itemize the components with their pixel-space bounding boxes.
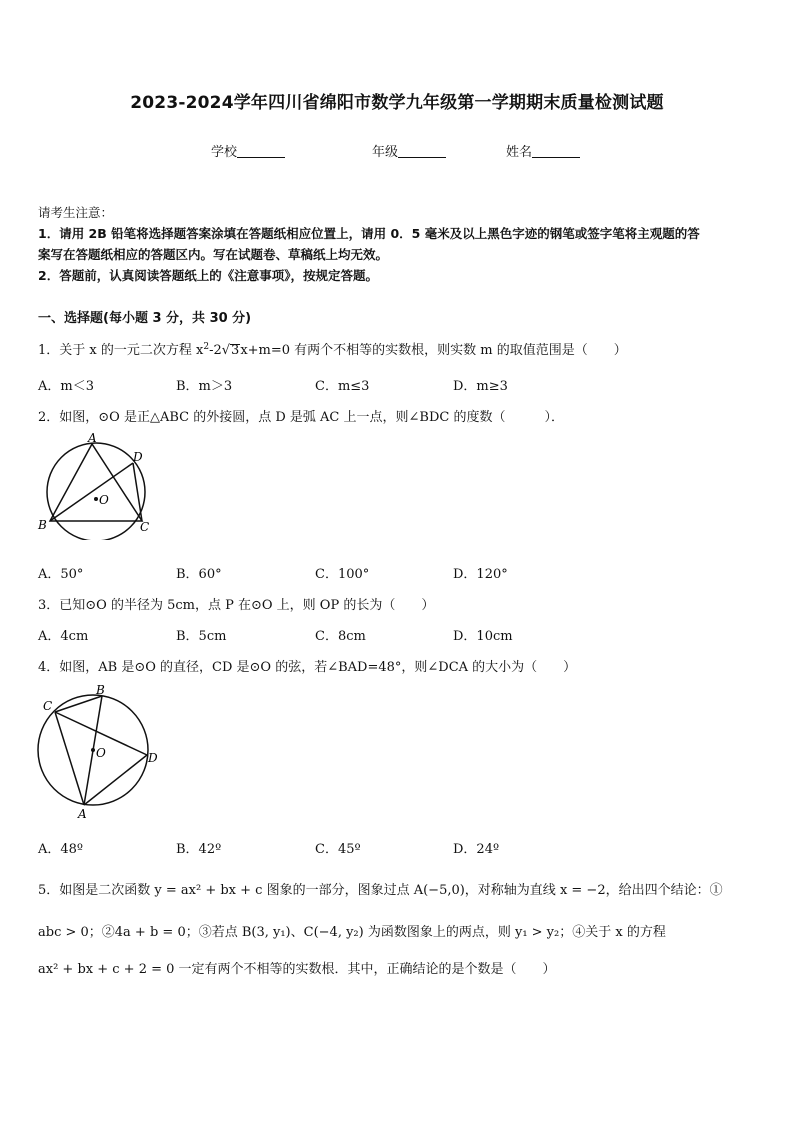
q4-figure — [32, 680, 167, 820]
q1-mid: -2 — [209, 343, 222, 358]
q2-label-b: B — [38, 518, 47, 532]
school-label: 学校 — [211, 145, 238, 160]
q1-prefix: 1．关于 x 的一元二次方程 x — [38, 343, 204, 358]
sqrt-sign: √ — [221, 343, 231, 358]
q2-label-c: C — [140, 520, 150, 534]
notice-heading: 请考生注意： — [38, 205, 114, 220]
question-5-line-2: abc > 0；②4a + b = 0；③若点 B(3, y₁)、C(−4, y₂) 为函数图象上的两点，则 y₁ > y₂；④关于 x 的方程 — [38, 925, 666, 940]
q3-option-c[interactable]: C．8cm — [315, 629, 366, 644]
question-1 — [38, 339, 627, 358]
q2-label-a: A — [88, 431, 97, 445]
q1-radicand: 3 — [231, 343, 240, 358]
page-title: 2023-2024学年四川省绵阳市数学九年级第一学期期末质量检测试题 — [130, 93, 664, 113]
q2-option-a[interactable]: A．50° — [38, 567, 84, 582]
q4-label-c: C — [43, 699, 53, 713]
q2-option-c[interactable]: C．100° — [315, 567, 370, 582]
q4-segment-ad — [84, 755, 147, 805]
grade-blank — [398, 145, 446, 158]
grade-label: 年级 — [372, 145, 399, 160]
q2-label-d: D — [133, 450, 143, 464]
name-blank — [532, 145, 580, 158]
question-2: 2．如图，⊙O 是正△ABC 的外接圆，点 D 是弧 AC 上一点，则∠BDC 的度数（ ）． — [38, 410, 564, 425]
q4-option-d[interactable]: D．24º — [453, 842, 500, 857]
q2-center-point — [94, 497, 98, 501]
grade-field — [372, 141, 446, 160]
q4-label-d: D — [148, 751, 158, 765]
school-field — [211, 141, 285, 160]
notice-item-1-line-1: 1．请用 2B 铅笔将选择题答案涂填在答题纸相应位置上，请用 0．5 毫米及以上黑色字迹的钢笔或签字笔将主观题的答 — [38, 226, 700, 241]
name-label: 姓名 — [506, 145, 533, 160]
q2-figure — [32, 430, 162, 540]
question-5-line-1: 5．如图是二次函数 y = ax² + bx + c 图象的一部分，图象过点 A(−5,0)，对称轴为直线 x = −2，给出四个结论：① — [38, 883, 723, 898]
q3-option-b[interactable]: B．5cm — [176, 629, 227, 644]
q4-option-c[interactable]: C．45º — [315, 842, 361, 857]
q4-option-b[interactable]: B．42º — [176, 842, 222, 857]
q4-segment-ca — [55, 712, 84, 805]
q4-label-b: B — [96, 683, 105, 697]
q1-option-c[interactable]: C．m≤3 — [315, 379, 370, 394]
notice-item-1-line-2: 案写在答题纸相应的答题区内。写在试题卷、草稿纸上均无效。 — [38, 247, 389, 262]
q2-option-d[interactable]: D．120° — [453, 567, 508, 582]
q4-label-o: O — [96, 746, 106, 760]
section-1-heading: 一、选择题(每小题 3 分，共 30 分) — [38, 311, 252, 326]
q1-suffix: x+m=0 有两个不相等的实数根，则实数 m 的取值范围是（ ） — [240, 343, 627, 358]
q2-label-o: O — [99, 493, 109, 507]
question-5-line-3: ax² + bx + c + 2 = 0 一定有两个不相等的实数根．其中，正确结论的是个数是（ ） — [38, 962, 556, 977]
notice-item-2: 2．答题前，认真阅读答题纸上的《注意事项》，按规定答题。 — [38, 268, 378, 283]
name-field — [506, 141, 580, 160]
q1-option-b[interactable]: B．m＞3 — [176, 379, 233, 394]
school-blank — [237, 145, 285, 158]
question-3: 3．已知⊙O 的半径为 5cm，点 P 在⊙O 上，则 OP 的长为（ ） — [38, 598, 435, 613]
q1-exponent: 2 — [203, 342, 210, 352]
q2-circle — [47, 443, 145, 540]
q4-option-a[interactable]: A．48º — [38, 842, 84, 857]
q3-option-a[interactable]: A．4cm — [38, 629, 89, 644]
q3-option-d[interactable]: D．10cm — [453, 629, 513, 644]
q2-segment-bd — [50, 463, 133, 521]
question-4: 4．如图，AB 是⊙O 的直径，CD 是⊙O 的弦，若∠BAD=48°，则∠DCA 的大小为（ ） — [38, 660, 577, 675]
q4-label-a: A — [78, 807, 87, 820]
q4-center-point — [91, 748, 95, 752]
q1-option-a[interactable]: A．m＜3 — [38, 379, 94, 394]
q1-option-d[interactable]: D．m≥3 — [453, 379, 508, 394]
q2-option-b[interactable]: B．60° — [176, 567, 222, 582]
